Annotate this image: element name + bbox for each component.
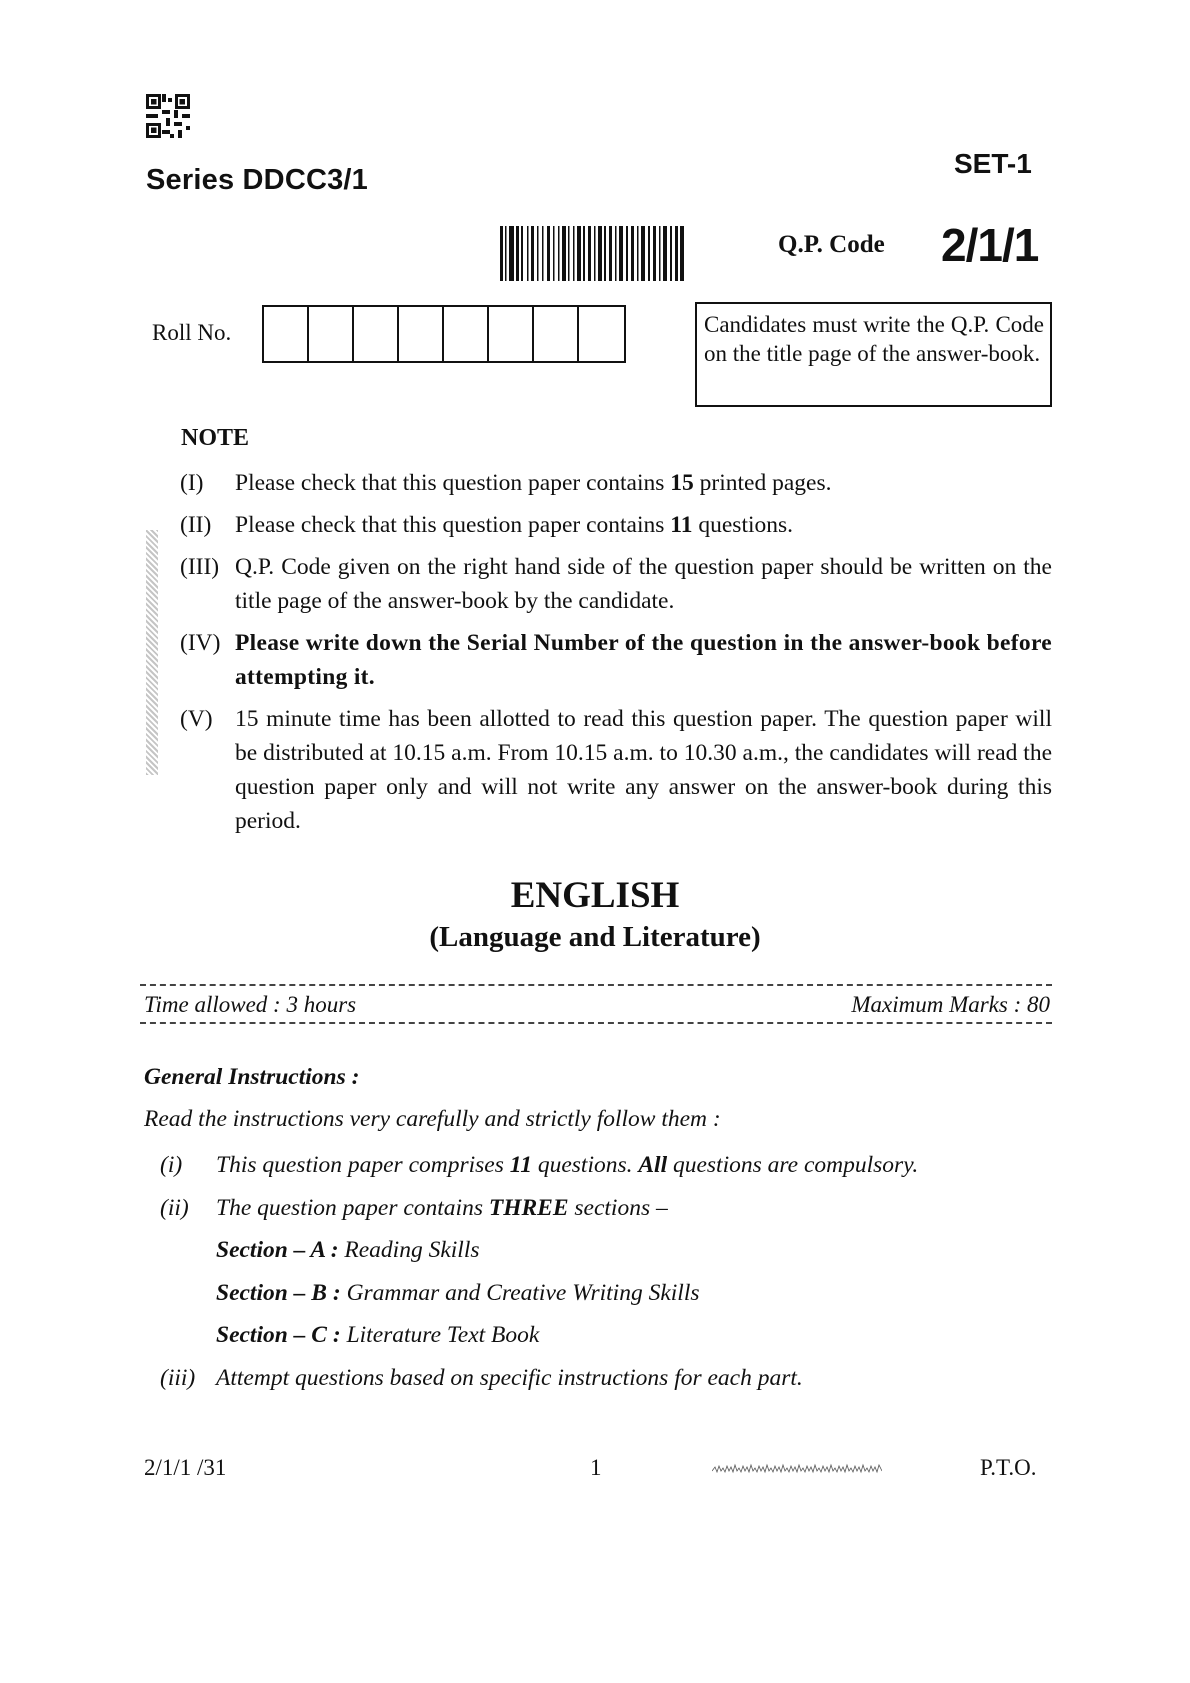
series-label: Series DDCC3/1	[146, 164, 369, 196]
divider-top	[140, 984, 1052, 986]
roll-number-digit-box[interactable]	[399, 307, 444, 361]
note-item-number: (II)	[180, 512, 212, 538]
section-name: Grammar and Creative Writing Skills	[340, 1279, 700, 1306]
roll-number-label: Roll No.	[152, 320, 232, 345]
instruction-item	[160, 1148, 1060, 1182]
section-item-a	[160, 1233, 1060, 1267]
note-item-bold: 15	[670, 470, 694, 496]
section-item-c	[160, 1318, 1060, 1352]
instruction-text: The question paper contains	[216, 1194, 489, 1221]
roll-number-digit-box[interactable]	[309, 307, 354, 361]
instruction-number: (iii)	[160, 1364, 196, 1391]
note-title: NOTE	[181, 425, 250, 451]
roll-number-digit-box[interactable]	[579, 307, 624, 361]
roll-number-digit-box[interactable]	[534, 307, 579, 361]
candidate-notice-box: Candidates must write the Q.P. Code on the title page of the answer-book.	[695, 302, 1052, 407]
general-instructions-list	[160, 1148, 1060, 1403]
maximum-marks: Maximum Marks : 80	[851, 992, 1050, 1017]
instruction-number: (i)	[160, 1152, 183, 1178]
note-item-text: printed pages.	[693, 470, 832, 496]
general-instructions-intro: Read the instructions very carefully and strictly follow them :	[144, 1106, 721, 1132]
note-item-number: (V)	[180, 706, 213, 732]
security-wave-icon	[712, 1463, 882, 1475]
section-name: Reading Skills	[338, 1237, 480, 1263]
note-item-text: Please check that this question paper contains	[235, 512, 671, 538]
subject-subtitle: (Language and Literature)	[429, 921, 761, 953]
note-item	[180, 508, 1052, 542]
qp-code-value: 2/1/1	[941, 219, 1039, 271]
barcode-icon	[500, 226, 684, 281]
note-item	[180, 466, 1052, 500]
instruction-text: questions are compulsory.	[667, 1152, 919, 1178]
subject-title: ENGLISH	[510, 875, 680, 916]
instruction-item	[160, 1191, 1060, 1225]
instruction-bold: THREE	[488, 1194, 569, 1221]
section-item-b	[160, 1276, 1060, 1310]
instruction-text: This question paper comprises	[216, 1152, 510, 1178]
time-marks-row	[144, 992, 1050, 1018]
qp-code-label: Q.P. Code	[778, 231, 885, 258]
section-label: Section – B :	[216, 1279, 341, 1306]
section-label: Section – C :	[216, 1322, 341, 1348]
qr-code-icon	[146, 94, 190, 138]
roll-number-boxes[interactable]	[262, 305, 626, 363]
set-label: SET-1	[954, 148, 1032, 179]
note-item-bold: 11	[670, 512, 693, 538]
time-allowed: Time allowed : 3 hours	[144, 992, 357, 1017]
note-item-number: (I)	[180, 470, 204, 496]
note-item	[180, 550, 1052, 618]
note-item-text: Q.P. Code given on the right hand side of the question paper should be written on the title page of the answer-book by the candidate.	[235, 554, 1052, 614]
note-item-text: Please check that this question paper contains	[235, 470, 671, 496]
roll-number-digit-box[interactable]	[489, 307, 534, 361]
note-item-number: (IV)	[180, 630, 221, 656]
roll-number-digit-box[interactable]	[354, 307, 399, 361]
roll-number-digit-box[interactable]	[444, 307, 489, 361]
roll-number-digit-box[interactable]	[264, 307, 309, 361]
footer-pto: P.T.O.	[980, 1455, 1037, 1480]
instruction-text: Attempt questions based on specific instructions for each part.	[216, 1364, 803, 1391]
general-instructions-title: General Instructions :	[144, 1064, 360, 1090]
instruction-bold: 11	[509, 1152, 532, 1178]
divider-bottom	[140, 1022, 1052, 1024]
instruction-text: sections –	[568, 1194, 668, 1221]
note-item-text: 15 minute time has been allotted to read this question paper. The question paper will be distributed at 10.15 a.m. From 10.15 a.m. to 10.30 a.m., the candidates will read the question paper only and will not write any answer on the answer-book during this period.	[235, 706, 1052, 834]
footer-page-number: 1	[590, 1455, 602, 1480]
note-item	[180, 626, 1052, 694]
security-strip	[146, 530, 158, 775]
footer-paper-code: 2/1/1 /31	[144, 1455, 227, 1480]
section-name: Literature Text Book	[340, 1322, 540, 1348]
note-item	[180, 702, 1052, 838]
instruction-item	[160, 1361, 1060, 1395]
instruction-text: questions.	[531, 1152, 639, 1178]
section-label: Section – A :	[216, 1237, 339, 1263]
instruction-bold: All	[638, 1152, 668, 1178]
note-item-number: (III)	[180, 554, 220, 580]
instruction-number: (ii)	[160, 1194, 189, 1221]
note-item-text: Please write down the Serial Number of the question in the answer-book before attempting it.	[235, 630, 1052, 690]
note-list	[180, 466, 1052, 846]
note-item-text: questions.	[692, 512, 794, 538]
